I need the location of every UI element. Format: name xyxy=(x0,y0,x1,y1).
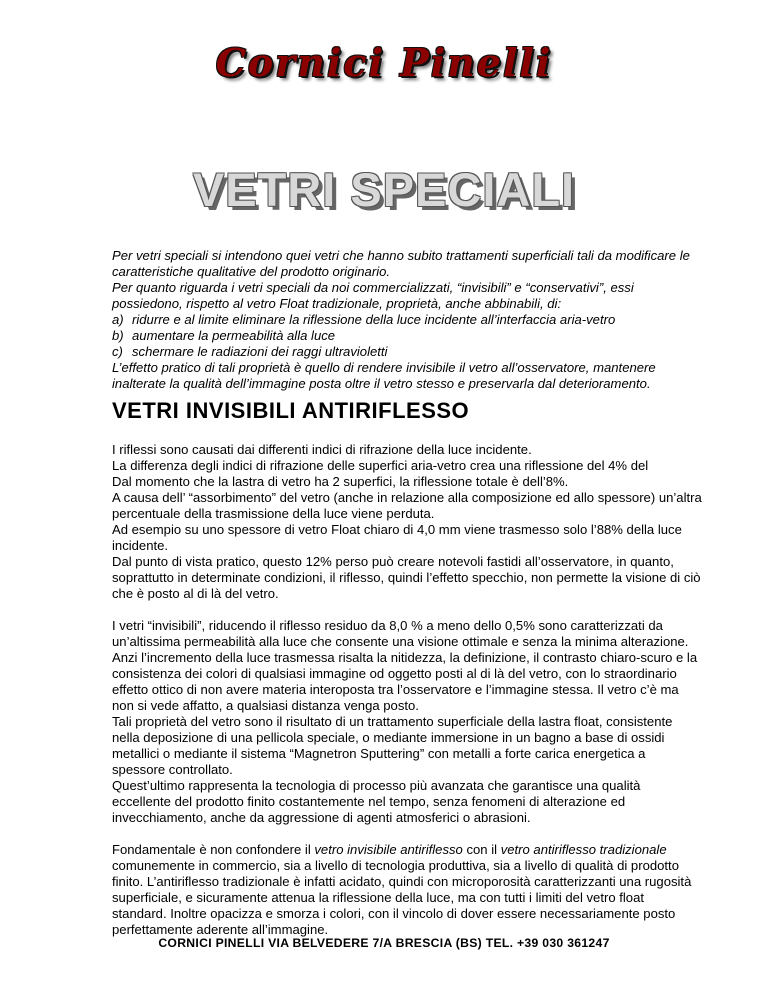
paragraph-line: A causa dell’ “assorbimento” del vetro (anche in relazione alla composizione ed allo spessore) un’altra percentuale della trasmissione della luce viene perduta. xyxy=(112,490,702,521)
list-item xyxy=(112,312,697,328)
page-title xyxy=(0,162,768,217)
paragraph-text: comunemente in commercio, sia a livello di tecnologia produttiva, sia a livello di qualità di prodotto finito. L’antiriflesso tradizionale è infatti acidato, quindi con microporosità caratterizzanti una rugosità superficiale, e sicuramente attenua la riflessione della luce, ma con tutti i limiti del vetro float standard. Inoltre opacizza e smorza i colori, con il vincolo di dover essere necessariamente posto perfettamente aderente all’immagine. xyxy=(112,858,692,937)
footer-address: CORNICI PINELLI VIA BELVEDERE 7/A BRESCIA (BS) TEL. +39 030 361247 xyxy=(158,936,610,950)
paragraph-line: Dal momento che la lastra di vetro ha 2 superfici, la riflessione totale è dell’8%. xyxy=(112,474,569,489)
intro-closing: L’effetto pratico di tali proprietà è quello di rendere invisibile il vetro all’osservatore, mantenere inalterate la qualità dell’immagine posta oltre il vetro stesso e preservarla dal deterioramento. xyxy=(112,360,656,391)
logo-text: Cornici Pinelli xyxy=(215,40,553,85)
intro-line: Per vetri speciali si intendono quei vetri che hanno subito trattamenti superficiali tali da modificare le caratteristiche qualitative del prodotto originario. xyxy=(112,248,690,279)
list-marker: c) xyxy=(112,344,123,359)
list-marker: b) xyxy=(112,328,124,343)
list-text: aumentare la permeabilità alla luce xyxy=(132,328,336,343)
paragraph-line: Ad esempio su uno spessore di vetro Float chiaro di 4,0 mm viene trasmesso solo l’88% della luce incidente. xyxy=(112,522,682,553)
paragraph-text: Fondamentale è non confondere il xyxy=(112,842,315,857)
emphasis-text: vetro antiriflesso tradizionale xyxy=(500,842,667,857)
page-title-text: VETRI SPECIALI xyxy=(192,163,576,216)
list-item xyxy=(112,328,697,344)
emphasis-text: vetro invisibile antiriflesso xyxy=(314,842,463,857)
section-body xyxy=(112,442,702,938)
paragraph-mixed xyxy=(112,842,702,938)
paragraph-gap xyxy=(112,826,702,842)
brand-logo xyxy=(0,40,768,85)
list-text: schermare le radiazioni dei raggi ultravioletti xyxy=(132,344,388,359)
paragraph-line: I vetri “invisibili”, riducendo il riflesso residuo da 8,0 % a meno dello 0,5% sono caratterizzati da un’altissima permeabilità alla luce che consente una visione ottimale e senza la minima alterazione. xyxy=(112,618,689,649)
paragraph-gap xyxy=(112,602,702,618)
section-heading: VETRI INVISIBILI ANTIRIFLESSO xyxy=(112,398,470,423)
paragraph-line: Tali proprietà del vetro sono il risultato di un trattamento superficiale della lastra float, consistente nella deposizione di una pellicola speciale, o mediante immersione in un bagno a base di ossidi metallici o mediante il sistema “Magnetron Sputtering” con metalli a forte carica energetica a spessore controllato. xyxy=(112,714,673,777)
paragraph-line: Anzi l’incremento della luce trasmessa risalta la nitidezza, la definizione, il contrasto chiaro-scuro e la consistenza dei colori di qualsiasi immagine od oggetto posti al di là del vetro, con lo straordinario effetto ottico di non avere materia interoposta tra l’osservatore e l’immagine stessa. Il vetro c’è ma non si vede affatto, a qualsiasi distanza venga posto. xyxy=(112,650,698,713)
intro-block xyxy=(112,248,697,392)
paragraph-line: Quest’ultimo rappresenta la tecnologia di processo più avanzata che garantisce una qualità eccellente del prodotto finito costantemente nel tempo, senza fenomeni di alterazione ed invecchiamento, anche da aggressione di agenti atmosferici o abrasioni. xyxy=(112,778,641,825)
list-item xyxy=(112,344,697,360)
paragraph-line: I riflessi sono causati dai differenti indici di rifrazione della luce incidente. xyxy=(112,442,532,457)
list-marker: a) xyxy=(112,312,124,327)
intro-line: Per quanto riguarda i vetri speciali da noi commercializzati, “invisibili” e “conservativi”, essi possiedono, rispetto al vetro Float tradizionale, proprietà, anche abbinabili, di: xyxy=(112,280,634,311)
paragraph-text: con il xyxy=(462,842,501,857)
paragraph-line: Dal punto di vista pratico, questo 12% perso può creare notevoli fastidi all’osservatore, in quanto, soprattutto in determinate condizioni, il riflesso, quindi l’effetto specchio, non permette la visione di ciò che è posto al di là del vetro. xyxy=(112,554,701,601)
paragraph-line: La differenza degli indici di rifrazione delle superfici aria-vetro crea una riflessione del 4% del xyxy=(112,458,649,473)
list-text: ridurre e al limite eliminare la riflessione della luce incidente all’interfaccia aria-vetro xyxy=(132,312,616,327)
